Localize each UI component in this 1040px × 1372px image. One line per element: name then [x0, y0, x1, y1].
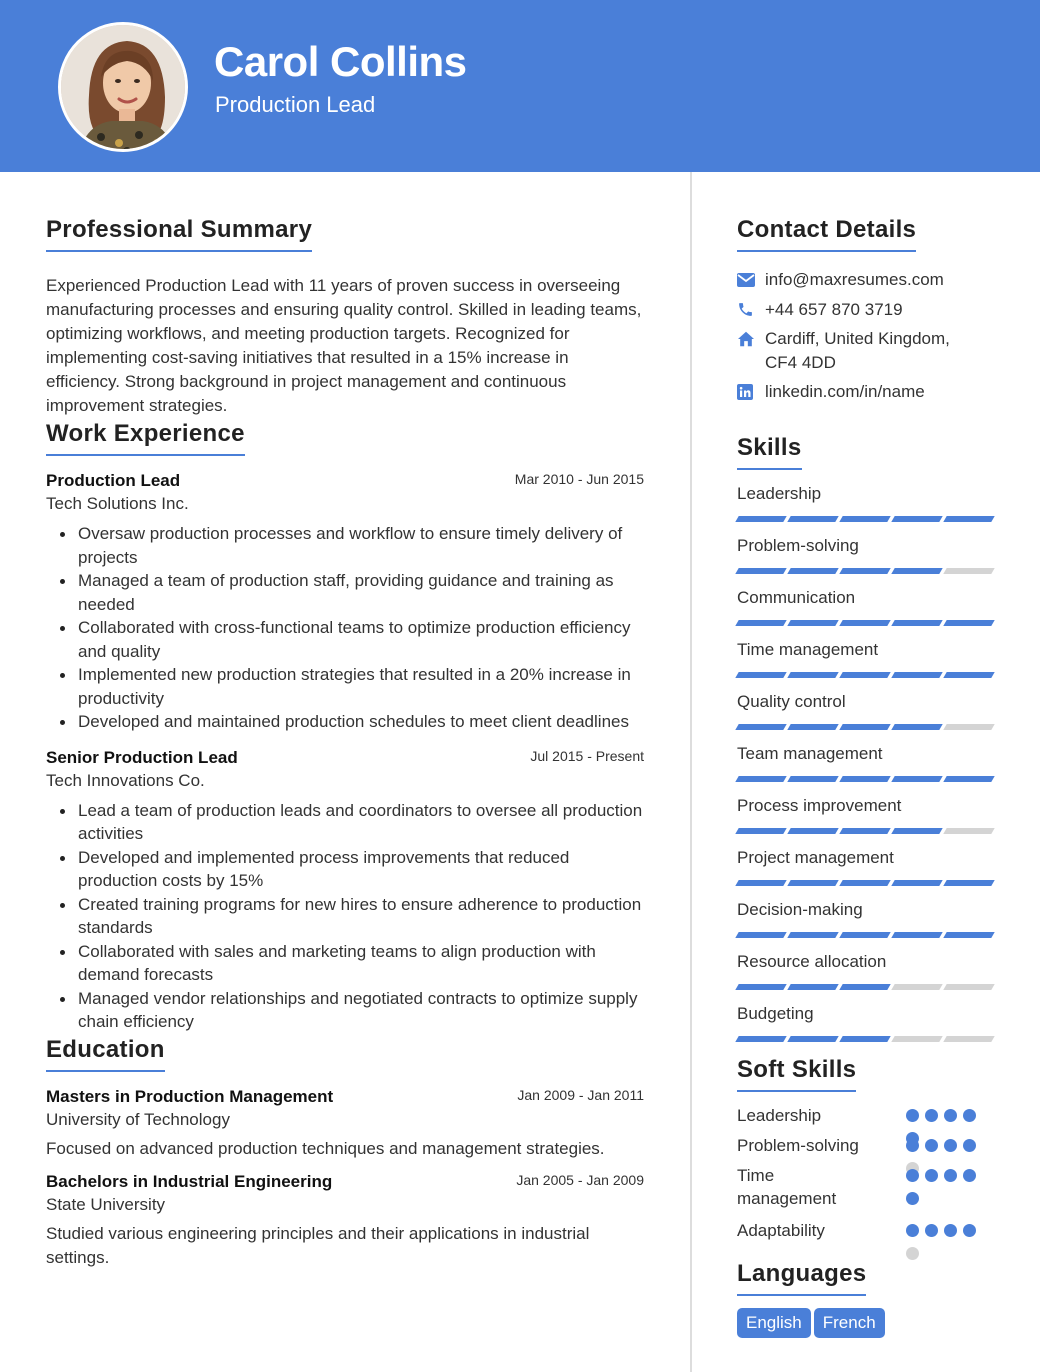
- job-bullet: Implemented new production strategies that resulted in a 20% increase in productivity: [78, 663, 646, 710]
- skill-level-segment: [839, 828, 890, 834]
- skill-name: Time management: [737, 639, 879, 659]
- skill-level-segment: [735, 828, 786, 834]
- skill-name: Project management: [737, 847, 894, 867]
- resume-header: [0, 0, 1040, 172]
- languages-heading: Languages: [737, 1260, 866, 1296]
- skill-level-segment: [787, 1036, 838, 1042]
- job-title: Senior Production Lead: [46, 747, 238, 767]
- job-dates: Mar 2010 - Jun 2015: [514, 471, 644, 487]
- skill-level-segment: [891, 880, 942, 886]
- education-description: Studied various engineering principles and their applications in industrial settings.: [46, 1224, 590, 1267]
- rating-dot: [963, 1169, 976, 1182]
- rating-dot: [906, 1139, 919, 1152]
- soft-skill-item: [737, 1134, 997, 1157]
- skill-level-bar: [737, 568, 997, 574]
- education-dates: Jan 2005 - Jan 2009: [516, 1172, 644, 1188]
- skill-level-segment: [943, 516, 994, 522]
- skill-level-segment: [735, 724, 786, 730]
- job-bullets: [46, 799, 646, 1034]
- rating-dot: [906, 1192, 919, 1205]
- skill-level-bar: [737, 724, 997, 730]
- skill-level-segment: [787, 828, 838, 834]
- skill-name: Budgeting: [737, 1003, 814, 1023]
- skill-level-segment: [839, 568, 890, 574]
- job-title: Production Lead: [46, 471, 181, 490]
- education-heading: Education: [46, 1036, 165, 1072]
- skill-level-segment: [891, 828, 942, 834]
- skill-level-segment: [943, 568, 994, 574]
- rating-dot: [963, 1109, 976, 1122]
- linkedin-text[interactable]: linkedin.com/in/name: [765, 382, 925, 401]
- envelope-icon: [737, 268, 765, 291]
- job-bullet: Developed and implemented process improvements that reduced production costs by 15%: [78, 846, 646, 893]
- skill-level-segment: [839, 776, 890, 782]
- skill-name: Resource allocation: [737, 951, 887, 971]
- soft-skill-name: Leadership: [737, 1105, 822, 1125]
- summary-heading: Professional Summary: [46, 216, 312, 252]
- skill-name: Problem-solving: [737, 535, 859, 555]
- job-bullet: Developed and maintained production schedules to meet client deadlines: [78, 710, 646, 734]
- job-company: Tech Innovations Co.: [46, 770, 205, 790]
- skill-level-bar: [737, 620, 997, 626]
- skills-list: [737, 484, 997, 1042]
- skill-level-segment: [787, 932, 838, 938]
- rating-dot: [944, 1139, 957, 1152]
- skill-level-segment: [839, 984, 890, 990]
- education-description: Focused on advanced production techniques and management strategies.: [46, 1138, 605, 1158]
- skill-level-segment: [787, 516, 838, 522]
- soft-skill-name: Problem-solving: [737, 1135, 859, 1155]
- skill-level-segment: [943, 724, 994, 730]
- email-text[interactable]: info@maxresumes.com: [765, 270, 944, 289]
- skill-level-segment: [943, 1036, 994, 1042]
- skill-level-bar: [737, 828, 997, 834]
- soft-skill-item: [737, 1164, 997, 1210]
- contact-email: [737, 268, 997, 292]
- job-bullet: Oversaw production processes and workflow to ensure timely delivery of projects: [78, 522, 646, 569]
- skill-level-segment: [735, 984, 786, 990]
- skill-level-segment: [943, 880, 994, 886]
- skill-level-segment: [839, 672, 890, 678]
- skill-level-segment: [787, 568, 838, 574]
- skill-level-segment: [839, 932, 890, 938]
- job-bullet: Lead a team of production leads and coordinators to oversee all production activities: [78, 799, 646, 846]
- rating-dot: [925, 1109, 938, 1122]
- home-icon: [737, 327, 765, 350]
- skill-name: Team management: [737, 743, 883, 763]
- skill-item: [737, 744, 997, 782]
- skill-level-segment: [943, 828, 994, 834]
- job-entry: [46, 748, 646, 1034]
- skill-name: Communication: [737, 587, 856, 607]
- soft-skill-name: Adaptability: [737, 1220, 825, 1240]
- skill-level-bar: [737, 880, 997, 886]
- skill-level-segment: [839, 620, 890, 626]
- contact-address: [737, 327, 997, 374]
- skill-level-segment: [735, 516, 786, 522]
- skill-level-bar: [737, 984, 997, 990]
- rating-dot: [944, 1224, 957, 1237]
- skill-level-segment: [943, 984, 994, 990]
- rating-dot: [963, 1139, 976, 1152]
- skill-level-segment: [891, 776, 942, 782]
- skill-level-bar: [737, 932, 997, 938]
- skill-level-segment: [891, 568, 942, 574]
- skill-level-segment: [891, 984, 942, 990]
- skill-level-segment: [839, 1036, 890, 1042]
- skill-level-segment: [943, 672, 994, 678]
- skill-level-segment: [943, 620, 994, 626]
- main-column: [46, 216, 646, 1269]
- skill-level-segment: [839, 516, 890, 522]
- skill-item: [737, 484, 997, 522]
- job-bullet: Collaborated with cross-functional teams to optimize production efficiency and quality: [78, 616, 646, 663]
- skill-name: Quality control: [737, 691, 846, 711]
- skill-item: [737, 588, 997, 626]
- job-entry: [46, 471, 646, 734]
- linkedin-icon: [737, 380, 765, 403]
- skill-level-segment: [787, 620, 838, 626]
- job-bullet: Managed vendor relationships and negotiated contracts to optimize supply chain efficiency: [78, 987, 646, 1034]
- skills-heading: Skills: [737, 434, 802, 470]
- language-tag: French: [814, 1308, 885, 1338]
- education-entry: [46, 1172, 646, 1269]
- rating-dot: [944, 1109, 957, 1122]
- skill-item: [737, 1004, 997, 1042]
- skill-name: Leadership: [737, 483, 822, 503]
- skill-level-segment: [735, 776, 786, 782]
- degree-title: Masters in Production Management: [46, 1086, 334, 1106]
- job-bullet: Created training programs for new hires to ensure adherence to production standards: [78, 893, 646, 940]
- school-name: State University: [46, 1195, 166, 1214]
- soft-skill-item: [737, 1219, 997, 1242]
- skill-level-segment: [787, 984, 838, 990]
- candidate-name: Carol Collins: [214, 38, 467, 85]
- job-bullet: Collaborated with sales and marketing teams to align production with demand forecasts: [78, 940, 646, 987]
- degree-title: Bachelors in Industrial Engineering: [46, 1172, 333, 1191]
- skill-name: Process improvement: [737, 795, 902, 815]
- skill-level-bar: [737, 1036, 997, 1042]
- skill-level-segment: [787, 672, 838, 678]
- skill-level-segment: [735, 932, 786, 938]
- skill-item: [737, 900, 997, 938]
- summary-text: Experienced Production Lead with 11 years of proven success in overseeing manufacturing processes and ensuring quality control. Skilled in leading teams, optimizing workflows, and meeting production targets. Recognized for implementing cost-saving initiatives that resulted in a 15% increase in efficiency. Strong background in project management and continuous improvement strategies.: [46, 276, 642, 415]
- experience-heading: Work Experience: [46, 420, 245, 456]
- languages-list: [737, 1308, 997, 1338]
- education-entry: [46, 1087, 646, 1161]
- skill-item: [737, 692, 997, 730]
- skill-level-segment: [891, 724, 942, 730]
- skill-level-segment: [891, 932, 942, 938]
- phone-icon: [737, 298, 765, 321]
- education-dates: Jan 2009 - Jan 2011: [517, 1086, 644, 1103]
- phone-text[interactable]: +44 657 870 3719: [765, 299, 903, 319]
- contact-linkedin: [737, 380, 997, 404]
- rating-dot: [963, 1224, 976, 1237]
- school-name: University of Technology: [46, 1109, 230, 1129]
- skill-level-segment: [787, 776, 838, 782]
- soft-skills-list: [737, 1104, 997, 1260]
- language-tag: English: [737, 1308, 811, 1338]
- rating-dot: [944, 1169, 957, 1182]
- skill-level-segment: [891, 620, 942, 626]
- rating-dot: [906, 1109, 919, 1122]
- skill-level-segment: [943, 776, 994, 782]
- skill-level-bar: [737, 672, 997, 678]
- skill-level-segment: [943, 932, 994, 938]
- sidebar-column: [737, 216, 997, 1338]
- person-portrait-icon: [61, 25, 188, 152]
- rating-dot: [906, 1169, 919, 1182]
- contact-heading: Contact Details: [737, 216, 916, 252]
- candidate-title: Production Lead: [215, 92, 376, 117]
- skill-level-segment: [891, 1036, 942, 1042]
- skill-item: [737, 536, 997, 574]
- rating-dot: [906, 1247, 919, 1260]
- profile-photo: [58, 22, 188, 152]
- skill-level-segment: [891, 672, 942, 678]
- job-bullet: Managed a team of production staff, providing guidance and training as needed: [78, 569, 646, 616]
- skill-level-segment: [735, 568, 786, 574]
- skill-level-segment: [787, 724, 838, 730]
- skill-level-bar: [737, 776, 997, 782]
- skill-name: Decision-making: [737, 899, 863, 919]
- skill-item: [737, 952, 997, 990]
- skill-level-segment: [839, 724, 890, 730]
- soft-skill-item: [737, 1104, 997, 1127]
- skill-level-segment: [839, 880, 890, 886]
- rating-dot: [925, 1224, 938, 1237]
- column-divider: [690, 172, 692, 1372]
- job-company: Tech Solutions Inc.: [46, 494, 189, 513]
- rating-dot: [906, 1224, 919, 1237]
- skill-level-segment: [735, 1036, 786, 1042]
- skill-level-segment: [891, 516, 942, 522]
- skill-level-segment: [787, 880, 838, 886]
- skill-level-segment: [735, 620, 786, 626]
- address-text: Cardiff, United Kingdom, CF4 4DD: [765, 329, 950, 372]
- skill-item: [737, 640, 997, 678]
- skill-level-bar: [737, 516, 997, 522]
- job-dates: Jul 2015 - Present: [530, 747, 644, 764]
- job-bullets: [46, 522, 646, 734]
- skill-item: [737, 796, 997, 834]
- skill-level-segment: [735, 672, 786, 678]
- soft-skills-heading: Soft Skills: [737, 1056, 856, 1092]
- skill-level-segment: [735, 880, 786, 886]
- skill-item: [737, 848, 997, 886]
- rating-dot: [925, 1169, 938, 1182]
- soft-skill-name: Time management: [737, 1165, 837, 1208]
- rating-dot: [925, 1139, 938, 1152]
- contact-phone: [737, 298, 997, 322]
